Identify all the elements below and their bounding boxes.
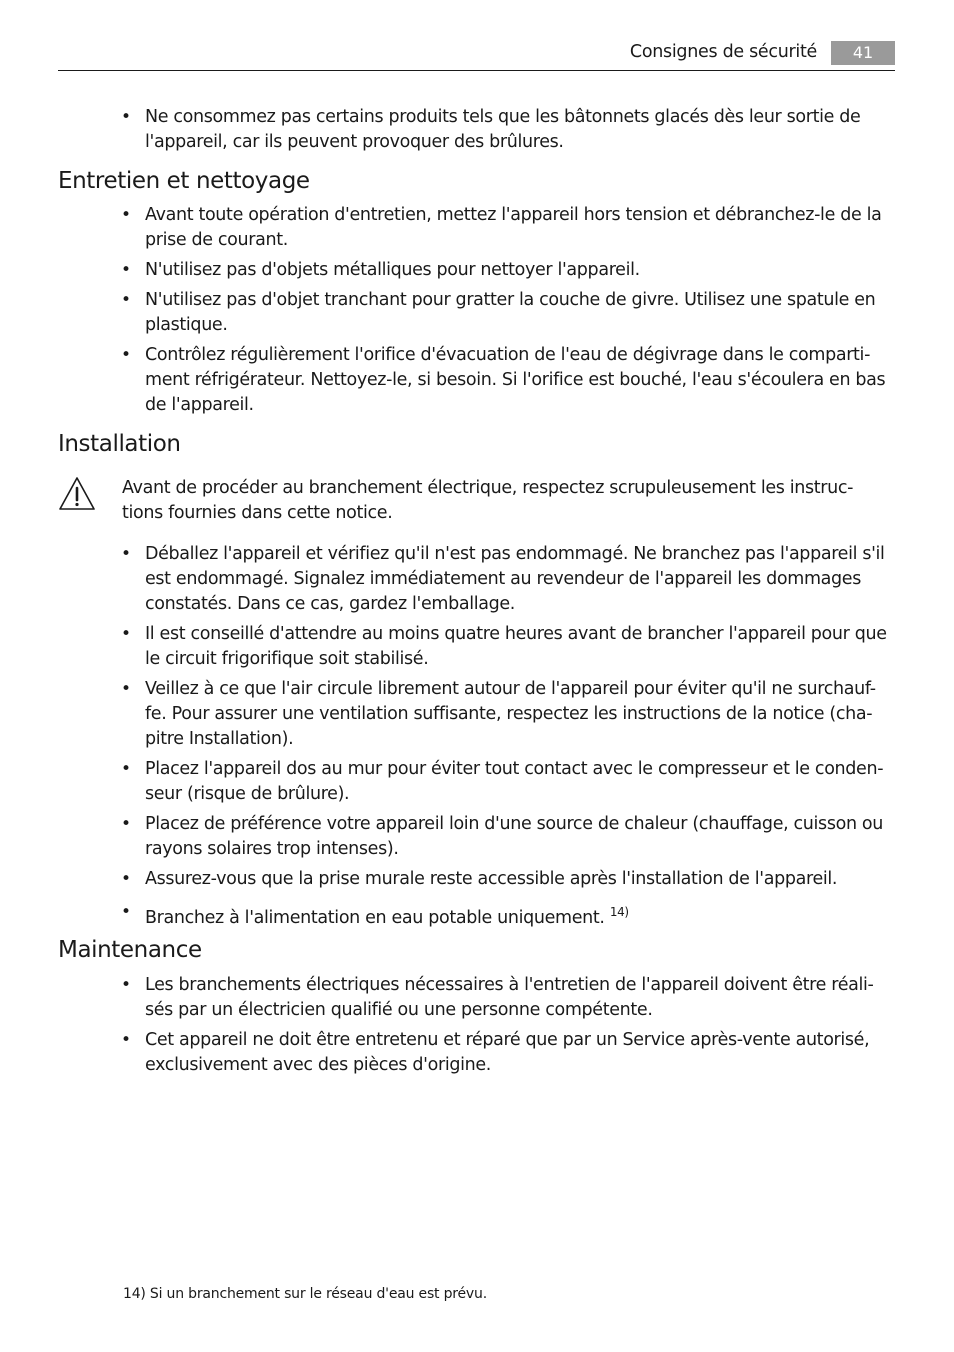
intro-bullet-list — [121, 105, 895, 160]
list-item: • Déballez l'appareil et vérifiez qu'il n'est pas endommagé. Ne branchez pas l'appareil s'il est endommagé. Signalez immédiatement au revendeur de l'appareil les dommages constatés. Dans ce cas, gardez l'emballage. — [121, 544, 885, 614]
bullet-icon: • — [121, 1030, 131, 1050]
list-item: • Placez de préférence votre appareil loin d'une source de chaleur (chauffage, cuisson ou rayons solaires trop intenses). — [121, 814, 884, 859]
bullet-icon: • — [121, 975, 131, 995]
bullet-icon: • — [121, 290, 131, 310]
list-item: • N'utilisez pas d'objet tranchant pour gratter la couche de givre. Utilisez une spatule en plastique. — [121, 290, 876, 335]
heading-installation: Installation — [58, 431, 181, 457]
footnote-ref[interactable]: 14) — [609, 905, 629, 919]
maintenance-bullet-list — [121, 973, 895, 1083]
list-item: • Cet appareil ne doit être entretenu et réparé que par un Service après-vente autorisé, exclusivement avec des pièces d'origine. — [121, 1030, 870, 1075]
section-title: Consignes de sécurité — [629, 42, 817, 62]
heading-maintenance: Maintenance — [58, 937, 202, 963]
list-item: • Il est conseillé d'attendre au moins quatre heures avant de brancher l'appareil pour que le circuit frigorifique soit stabilisé. — [121, 624, 887, 669]
bullet-icon: • — [121, 624, 131, 644]
list-item: • Contrôlez régulièrement l'orifice d'évacuation de l'eau de dégivrage dans le comparti-ment réfrigérateur. Nettoyez-le, si besoin. Si l'orifice est bouché, l'eau s'écoulera en bas de l'appareil. — [121, 345, 886, 415]
list-item: • Branchez à l'alimentation en eau potable uniquement. $^{14)}$ — [121, 902, 629, 928]
list-item: • Les branchements électriques nécessaires à l'entretien de l'appareil doivent être réali-sés par un électricien qualifié ou une personne compétente. — [121, 975, 874, 1020]
installation-bullet-list — [121, 542, 895, 936]
warning-text: Avant de procéder au branchement électrique, respectez scrupuleusement les instruc-tions fournies dans cette notice. — [122, 478, 854, 523]
list-item: • Placez l'appareil dos au mur pour éviter tout contact avec le compresseur et le conden-seur (risque de brûlure). — [121, 759, 884, 804]
bullet-icon: • — [121, 345, 131, 365]
list-item: • Veillez à ce que l'air circule librement autour de l'appareil pour éviter qu'il ne surchauf-fe. Pour assurer une ventilation suffisante, respectez les instructions de la notice (cha-pitre Installation). — [121, 679, 876, 749]
heading-entretien: Entretien et nettoyage — [58, 168, 310, 194]
bullet-icon: • — [121, 679, 131, 699]
page-header — [58, 40, 895, 71]
list-item: • Avant toute opération d'entretien, mettez l'appareil hors tension et débranchez-le de la prise de courant. — [121, 205, 882, 250]
bullet-icon: • — [121, 260, 131, 280]
list-item: • N'utilisez pas d'objets métalliques pour nettoyer l'appareil. — [145, 258, 895, 283]
entretien-bullet-list — [121, 203, 895, 423]
bullet-icon: • — [121, 107, 131, 127]
bullet-icon: • — [121, 759, 131, 779]
bullet-icon: • — [121, 902, 131, 922]
list-item: • Assurez-vous que la prise murale reste accessible après l'installation de l'appareil. — [145, 867, 895, 892]
bullet-icon: • — [121, 205, 131, 225]
bullet-icon: • — [121, 869, 131, 889]
bullet-icon: • — [121, 544, 131, 564]
page-number: 41 — [831, 41, 895, 65]
warning-triangle-icon — [58, 476, 96, 512]
footnote: 14) Si un branchement sur le réseau d'eau est prévu. — [123, 1286, 487, 1302]
list-item: • Ne consommez pas certains produits tels que les bâtonnets glacés dès leur sortie de l'appareil, car ils peuvent provoquer des brûlures. — [121, 107, 861, 152]
bullet-icon: • — [121, 814, 131, 834]
